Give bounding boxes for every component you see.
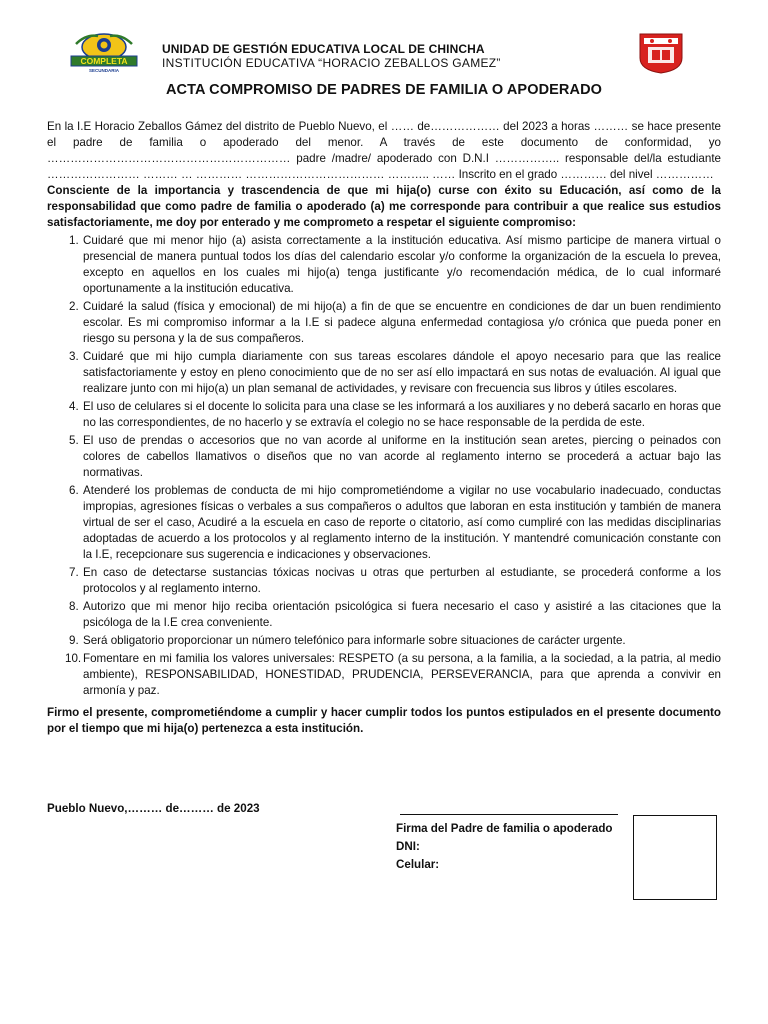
list-item: 5. El uso de prendas o accesorios que no van acorde al uniforme en la institución sean aretes, piercing o peinados con colores de cabellos llamativos o diseños que no van acorde al reglamento interno se procederá a actuar bajo las normativas. bbox=[69, 434, 721, 479]
fingerprint-box bbox=[633, 815, 717, 900]
consciente-paragraph: Consciente de la importancia y trascendencia de que mi hija(o) curse con éxito su Educación, así como de la responsabilidad que como padre de familia o apoderado (a) me corresponde para contribuir a que realice sus estudios satisfactoriamente, me doy por enterado y me comprometo a respetar el siguiente compromiso: bbox=[47, 184, 721, 229]
place-date: Pueblo Nuevo,……… de……… de 2023 bbox=[47, 802, 260, 815]
list-item: 7. En caso de detectarse sustancias tóxicas nocivas u otras que perturben al estudiante, se procederá conforme a los protocolos y al reglamento interno. bbox=[69, 566, 721, 595]
list-item: 2. Cuidaré la salud (física y emocional) de mi hijo(a) a fin de que se encuentre en condiciones de dar un buen rendimiento escolar. Es mi compromiso informar a la I.E si padece alguna enfermedad contagiosa y/o crónica que pueda poner en riesgo su persona y la de sus compañeros. bbox=[69, 300, 721, 345]
list-item: 9. Será obligatorio proporcionar un número telefónico para informarle sobre situaciones de carácter urgente. bbox=[69, 634, 626, 647]
list-item: 1. Cuidaré que mi menor hijo (a) asista correctamente a la institución educativa. Así mismo participe de manera virtual o presencial de manera puntual todos los días del calendario escolar y/o conforme la organización de la escuela lo prevea, excepto en aquellos en los cuales mi hijo(a) tenga justificante y/o recomendación médica, de lo cual informaré oportunamente a la institución educativa. bbox=[69, 234, 721, 295]
list-item: 8. Autorizo que mi menor hijo reciba orientación psicológica si fuera necesario el caso y asistiré a las citaciones que la psicóloga de la I.E crea conveniente. bbox=[69, 600, 721, 629]
signature-label: Firma del Padre de familia o apoderado bbox=[396, 822, 613, 835]
document-body bbox=[47, 119, 721, 749]
closing-paragraph: Firmo el presente, comprometiéndome a cumplir y hacer cumplir todos los puntos estipulados en el presente documento por el tiempo que mi hija(o) pertenezca a esta institución. bbox=[47, 706, 721, 735]
header bbox=[162, 42, 632, 70]
commitments-list bbox=[47, 233, 721, 699]
school-crest-right bbox=[638, 32, 684, 74]
school-logo-left bbox=[68, 30, 140, 74]
svg-text:SECUNDARIA: SECUNDARIA bbox=[88, 68, 120, 73]
document-title: ACTA COMPROMISO DE PADRES DE FAMILIA O APODERADO bbox=[165, 82, 603, 98]
signature-block bbox=[396, 820, 612, 874]
list-item: 4. El uso de celulares si el docente lo solicita para una clase se les informará a los auxiliares y no deberá sacarlo en horas que no las correspondientes, de no hacerlo y se extravía el colegio no se hace responsable de la perdida de este. bbox=[69, 400, 722, 429]
dni-label: DNI: bbox=[396, 840, 420, 853]
intro-paragraph: En la I.E Horacio Zeballos Gámez del distrito de Pueblo Nuevo, el …… de……………… del 2023 a horas ……… se hace presente el padre de familia o apoderado del menor. A través de este documento de conformidad, yo ……………………………………………………… padre /madre/ apoderado con D.N.I …………….. responsable del/la estudiante …………………… ……… … ………… ……………………………… ……….. …… Inscrito en el grado ………… del nivel …………… bbox=[47, 120, 721, 181]
celular-label: Celular: bbox=[396, 858, 440, 871]
list-item: 10. Fomentare en mi familia los valores universales: RESPETO (a su persona, a la familia, a la sociedad, a la patria, al medio ambiente), RESPONSABILIDAD, HONESTIDAD, PRUDENCIA, PERSEVERANCIA, para que aprenda a convivir en armonía y paz. bbox=[65, 652, 721, 697]
institution-name: INSTITUCIÓN EDUCATIVA “HORACIO ZEBALLOS GAMEZ” bbox=[162, 56, 501, 70]
signature-line bbox=[400, 814, 618, 815]
list-item: 3. Cuidaré que mi hijo cumpla diariamente con sus tareas escolares dándole el apoyo necesario para que las realice satisfactoriamente y estoy en pleno conocimiento que de no ser así ello impactará en sus notas de evaluación. Al igual que realizare junto con mi hijo(a) un plan semanal de actividades, y revisare con frecuencia sus libros y útiles escolares. bbox=[69, 350, 721, 395]
list-item: 6. Atenderé los problemas de conducta de mi hijo comprometiéndome a vigilar no use vocabulario inadecuado, conductas impropias, agresiones físicas o verbales a sus compañeros o adultos que laboran en esta institución y también de manera virtual de ser el caso, Acudiré a la escuela en caso de reporte o citatorio, así como cumpliré con las medidas disciplinarias adoptadas de acuerdo a los protocolos y al reglamento interno de la institución. Y mantendré comunicación constante con la I.E, recepcionare sus sugerencia e indicaciones y observaciones. bbox=[69, 484, 721, 561]
ugel-name: UNIDAD DE GESTIÓN EDUCATIVA LOCAL DE CHINCHA bbox=[162, 42, 485, 56]
svg-text:COMPLETA: COMPLETA bbox=[80, 56, 128, 66]
